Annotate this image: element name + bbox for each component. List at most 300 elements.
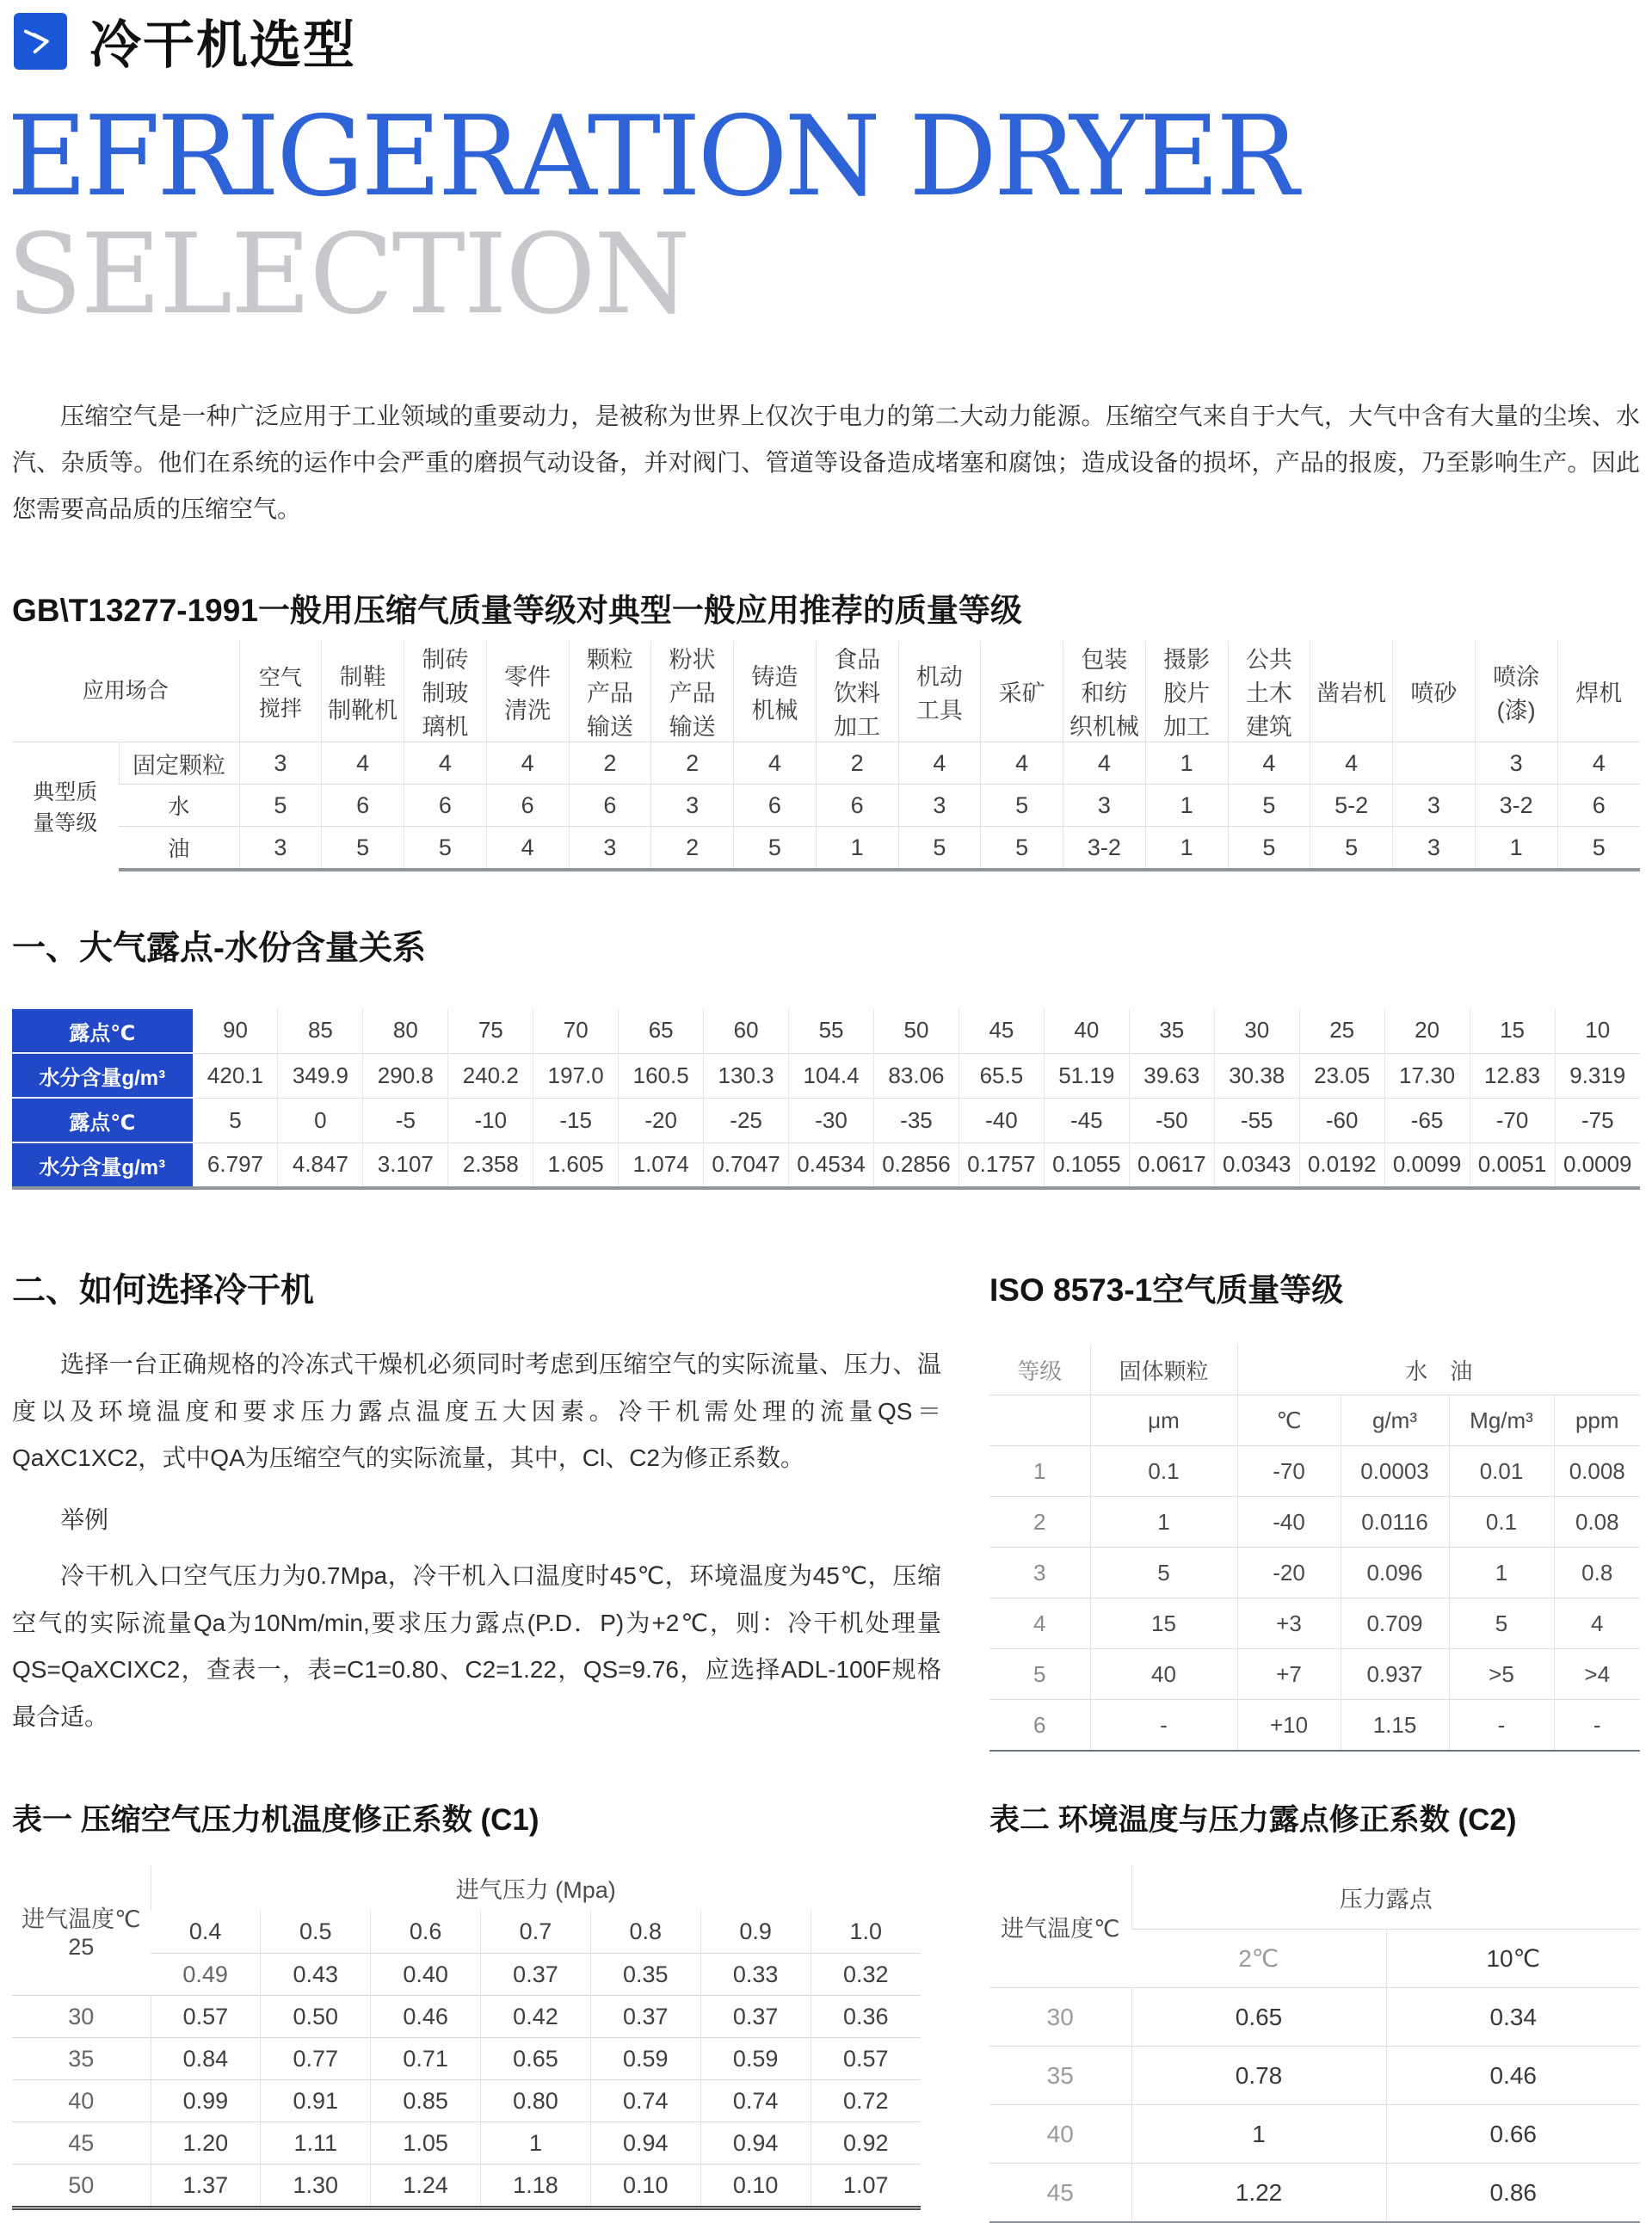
table-cell: 4	[486, 742, 569, 785]
table-cell: 0	[278, 1098, 363, 1142]
table-cell: 3-2	[1475, 785, 1557, 827]
table-cell: -70	[1470, 1098, 1555, 1142]
table-cell: 6	[486, 785, 569, 827]
table-cell: 5	[404, 827, 487, 871]
table-cell: 5	[1557, 827, 1640, 871]
table-cell: 0.94	[700, 2122, 811, 2164]
table-cell: -45	[1044, 1098, 1129, 1142]
table-cell: 90	[193, 1008, 278, 1053]
table-cell: 3	[1393, 827, 1476, 871]
table-cell: 0.10	[700, 2164, 811, 2208]
table-row	[989, 2047, 1640, 2105]
table-cell: 0.78	[1131, 2047, 1386, 2105]
page	[7, 12, 1640, 2223]
table-row	[12, 2164, 921, 2208]
table2-title: 表二 环境温度与压力露点修正系数 (C2)	[989, 1803, 1517, 1838]
table-cell: 0.7	[481, 1910, 591, 1954]
dewpoint-moisture-table	[12, 1007, 1640, 1190]
table-cell: 0.46	[371, 1996, 481, 2038]
table-cell: 进气温度℃ 25	[22, 1906, 141, 1960]
iso-title: ISO 8573-1空气质量等级	[989, 1272, 1344, 1309]
table-cell: 3	[569, 827, 651, 871]
table-cell: 60	[704, 1008, 789, 1053]
table-cell: 6	[989, 1700, 1090, 1752]
table-cell: 9.319	[1555, 1053, 1640, 1098]
table-cell: 0.59	[700, 2038, 811, 2080]
table-cell: 40	[12, 2080, 151, 2122]
table-row	[989, 2164, 1640, 2223]
table-cell: 0.91	[261, 2080, 371, 2122]
table-cell: ppm	[1554, 1395, 1640, 1446]
table-cell: 露点℃	[12, 1008, 193, 1053]
table-cell: 0.0617	[1129, 1142, 1214, 1188]
c2-correction-table	[989, 1865, 1640, 2223]
table-row	[12, 2122, 921, 2164]
table-cell: 0.7047	[704, 1142, 789, 1188]
table-cell: 1.11	[261, 2122, 371, 2164]
table-cell: 6.797	[193, 1142, 278, 1188]
example-label: 举例	[60, 1506, 109, 1533]
table-cell: 2	[569, 742, 651, 785]
table-cell: 40	[1090, 1649, 1237, 1700]
table-cell: -65	[1384, 1098, 1470, 1142]
table-cell: 0.66	[1386, 2105, 1640, 2164]
table-cell: 1	[1145, 827, 1228, 871]
table-cell: 0.85	[371, 2080, 481, 2122]
section2-paragraph: 选择一台正确规格的冷冻式干燥机必须同时考虑到压缩空气的实际流量、压力、温度以及环境温度和要求压力露点温度五大因素。冷干机需处理的流量QS＝QaXC1XC2，式中QA为压缩空气的实际流量，其中，Cl、C2为修正系数。	[12, 1351, 941, 1472]
table-cell: 0.8	[1554, 1548, 1640, 1598]
table-cell: 0.46	[1386, 2047, 1640, 2105]
table-cell: 喷涂 (漆)	[1475, 641, 1557, 742]
table-cell: 1	[1145, 785, 1228, 827]
table-cell: 0.72	[811, 2080, 921, 2122]
table-cell: 1	[1090, 1497, 1237, 1548]
table-cell: +7	[1237, 1649, 1341, 1700]
table-cell: 0.42	[481, 1996, 591, 2038]
table2-section	[989, 1796, 1640, 2223]
table-row	[989, 1548, 1640, 1598]
table-cell: Mg/m³	[1449, 1395, 1554, 1446]
table-cell: 4	[898, 742, 981, 785]
table-cell: 5	[981, 785, 1063, 827]
table-row	[12, 1053, 1640, 1098]
table-cell: 0.77	[261, 2038, 371, 2080]
table-row	[12, 641, 1640, 742]
table-cell: 食品 饮料 加工	[816, 641, 898, 742]
table-cell: -	[1449, 1700, 1554, 1752]
table-cell: 30	[12, 1996, 151, 2038]
table-cell: -5	[363, 1098, 448, 1142]
table-cell: 2	[651, 742, 734, 785]
table-row	[12, 2038, 921, 2080]
table-row	[12, 827, 1640, 871]
table-cell: 0.43	[261, 1954, 371, 1996]
table-cell: 0.33	[700, 1954, 811, 1996]
table-cell: -30	[789, 1098, 874, 1142]
table-cell: 75	[448, 1008, 533, 1053]
table-cell: 水分含量g/m³	[12, 1142, 193, 1188]
table-row	[989, 2105, 1640, 2164]
table-cell: 6	[322, 785, 404, 827]
table-cell: -10	[448, 1098, 533, 1142]
table-cell: 凿岩机	[1310, 641, 1393, 742]
page-title: 冷干机选型	[89, 16, 356, 74]
table-cell: -15	[533, 1098, 619, 1142]
table-cell: 机动 工具	[898, 641, 981, 742]
section2-title: 二、如何选择冷干机	[12, 1272, 315, 1310]
table-cell: 45	[989, 2164, 1131, 2223]
table-cell: -20	[1237, 1548, 1341, 1598]
table-cell: 等级	[1017, 1358, 1063, 1384]
table1-section	[12, 1796, 921, 2210]
table-cell: 1	[481, 2122, 591, 2164]
page-header	[14, 12, 1640, 74]
table-cell: 40	[1044, 1008, 1129, 1053]
section1-title: 一、大气露点-水份含量关系	[12, 930, 426, 968]
table-cell: -60	[1299, 1098, 1384, 1142]
table-cell: 10℃	[1386, 1930, 1640, 1988]
table-cell: -	[1090, 1700, 1237, 1752]
table-cell: 6	[734, 785, 817, 827]
table-cell: 12.83	[1470, 1053, 1555, 1098]
table-cell: 0.32	[811, 1954, 921, 1996]
table-cell: 0.0192	[1299, 1142, 1384, 1188]
table-cell: 3-2	[1063, 827, 1146, 871]
table-cell: 0.57	[811, 2038, 921, 2080]
table-cell: 1.22	[1131, 2164, 1386, 2223]
table-cell: 0.0051	[1470, 1142, 1555, 1188]
table-cell: 空气 搅拌	[239, 641, 322, 742]
table-cell: 6	[569, 785, 651, 827]
table-cell: 0.0009	[1555, 1142, 1640, 1188]
table-cell: 应用场合	[82, 678, 169, 703]
table-cell: 0.65	[481, 2038, 591, 2080]
table-cell: 焊机	[1557, 641, 1640, 742]
table-cell: -35	[874, 1098, 959, 1142]
table-cell: 0.37	[590, 1996, 700, 2038]
table-cell: -55	[1214, 1098, 1299, 1142]
table-cell: 35	[12, 2038, 151, 2080]
table-cell	[1393, 742, 1476, 785]
arrow-icon	[14, 13, 67, 70]
table-cell: 3	[1475, 742, 1557, 785]
table-cell: 包装 和纺 织机械	[1063, 641, 1146, 742]
table-cell: 5-2	[1310, 785, 1393, 827]
table-cell: 摄影 胶片 加工	[1145, 641, 1228, 742]
table-cell: 1	[1131, 2105, 1386, 2164]
table-row	[989, 1649, 1640, 1700]
table-cell: 4	[322, 742, 404, 785]
table-cell: 30	[1214, 1008, 1299, 1053]
table-cell: 3	[239, 742, 322, 785]
table-cell: -70	[1237, 1446, 1341, 1497]
table-cell: 0.50	[261, 1996, 371, 2038]
table-cell: 4	[981, 742, 1063, 785]
table-cell: 1.18	[481, 2164, 591, 2208]
table-cell: +3	[1237, 1598, 1341, 1649]
table-cell: 80	[363, 1008, 448, 1053]
table-cell: 0.74	[700, 2080, 811, 2122]
table-cell: 0.0003	[1341, 1446, 1449, 1497]
hero-title	[7, 93, 1640, 339]
table-cell: 0.08	[1554, 1497, 1640, 1548]
bottom-columns	[12, 1796, 1640, 2223]
table-cell: 0.5	[261, 1910, 371, 1954]
table-cell: 0.01	[1449, 1446, 1554, 1497]
table-cell: 进气压力 (Mpa)	[151, 1865, 921, 1910]
table-cell: 0.096	[1341, 1548, 1449, 1598]
table-cell: 0.6	[371, 1910, 481, 1954]
middle-columns	[12, 1264, 1640, 1752]
table-cell: 固定颗粒	[119, 742, 239, 785]
table-cell: 0.92	[811, 2122, 921, 2164]
table-cell: 290.8	[363, 1053, 448, 1098]
table-cell	[989, 1395, 1090, 1446]
table-row	[989, 1598, 1640, 1649]
table-cell: 2	[651, 827, 734, 871]
table-cell: 0.1055	[1044, 1142, 1129, 1188]
table-cell: 15	[1090, 1598, 1237, 1649]
table-cell: 0.4	[188, 1918, 222, 1944]
table-cell: 240.2	[448, 1053, 533, 1098]
table-cell: 2	[989, 1497, 1090, 1548]
table-cell: 3.107	[363, 1142, 448, 1188]
table-cell: 水 油	[1237, 1345, 1640, 1395]
table-cell: 0.94	[590, 2122, 700, 2164]
table-cell: 0.937	[1341, 1649, 1449, 1700]
table-cell: 0.65	[1131, 1988, 1386, 2047]
table-cell: 20	[1384, 1008, 1470, 1053]
table-cell: -	[1554, 1700, 1640, 1752]
table-cell: 0.84	[151, 2038, 261, 2080]
table-cell: 420.1	[193, 1053, 278, 1098]
table-cell: 采矿	[981, 641, 1063, 742]
table-cell: 35	[1129, 1008, 1214, 1053]
table-cell: 349.9	[278, 1053, 363, 1098]
table-cell: 50	[12, 2164, 151, 2208]
table-cell: 1.07	[811, 2164, 921, 2208]
table-cell: 4	[1554, 1598, 1640, 1649]
table-cell: 0.0343	[1214, 1142, 1299, 1188]
table-cell: 5	[1449, 1598, 1554, 1649]
table-cell: 1.15	[1341, 1700, 1449, 1752]
table-cell: 0.99	[151, 2080, 261, 2122]
table-cell: >4	[1554, 1649, 1640, 1700]
table-cell: 0.9	[700, 1910, 811, 1954]
table-cell: 典型质 量等级	[12, 742, 119, 871]
table-cell: 0.86	[1386, 2164, 1640, 2223]
table-cell: 2℃	[1131, 1930, 1386, 1988]
table-cell: 公共 土木 建筑	[1228, 641, 1310, 742]
table-cell: 压力露点	[1131, 1865, 1640, 1930]
table-cell: 6	[1557, 785, 1640, 827]
iso-section	[989, 1264, 1640, 1752]
table-cell: 130.3	[704, 1053, 789, 1098]
table-cell: 4	[1310, 742, 1393, 785]
table-cell: 0.37	[700, 1996, 811, 2038]
table-cell: 0.36	[811, 1996, 921, 2038]
table-row	[989, 1497, 1640, 1548]
table-cell: 1.05	[371, 2122, 481, 2164]
table-cell: 5	[989, 1649, 1090, 1700]
table-cell: 0.008	[1554, 1446, 1640, 1497]
table-cell: 露点℃	[12, 1098, 193, 1142]
table-cell: 0.49	[151, 1954, 261, 1996]
table-cell: 15	[1470, 1008, 1555, 1053]
table-cell: 1	[1475, 827, 1557, 871]
table-cell: 制鞋 制靴机	[322, 641, 404, 742]
table-cell: 0.57	[151, 1996, 261, 2038]
table-cell: -40	[1237, 1497, 1341, 1548]
table1-title: 表一 压缩空气压力机温度修正系数 (C1)	[12, 1803, 539, 1838]
table-cell: 铸造 机械	[734, 641, 817, 742]
table-cell: 5	[981, 827, 1063, 871]
table-cell: -25	[704, 1098, 789, 1142]
table-cell: 160.5	[619, 1053, 704, 1098]
table-cell: 4	[989, 1598, 1090, 1649]
table-cell: 0.37	[481, 1954, 591, 1996]
table-row	[12, 1996, 921, 2038]
table-row	[12, 1098, 1640, 1142]
table-cell: 1	[1449, 1548, 1554, 1598]
table-cell: 0.0099	[1384, 1142, 1470, 1188]
table-row	[12, 1008, 1640, 1053]
table-row	[12, 785, 1640, 827]
table-cell: 0.8	[590, 1910, 700, 1954]
table-cell: ℃	[1237, 1395, 1341, 1446]
table-cell: 50	[874, 1008, 959, 1053]
table-cell: 6	[404, 785, 487, 827]
table-cell: 104.4	[789, 1053, 874, 1098]
table-cell: 粉状 产品 输送	[651, 641, 734, 742]
table-cell: 70	[533, 1008, 619, 1053]
table-cell: +10	[1237, 1700, 1341, 1752]
table-cell: 4.847	[278, 1142, 363, 1188]
table-cell: 4	[404, 742, 487, 785]
table-row	[12, 742, 1640, 785]
example-paragraph: 冷干机入口空气压力为0.7Mpa，冷干机入口温度时45℃，环境温度为45℃，压缩空气的实际流量Qa为10Nm/min,要求压力露点(P.D．P)为+2℃，则：冷干机处理量QS=QaXCIXC2，查表一，表=C1=0.80、C2=1.22，QS=9.76，应选择ADL-100F规格最合适。	[12, 1561, 941, 1730]
hero-line1: EFRIGERATION DRYER	[7, 93, 1296, 221]
table-cell: 5	[1228, 785, 1310, 827]
table-cell: 1.074	[619, 1142, 704, 1188]
table-cell: 5	[734, 827, 817, 871]
quality-grade-table	[12, 641, 1640, 871]
table-cell: 水分含量g/m³	[12, 1053, 193, 1098]
table-cell: 5	[322, 827, 404, 871]
table-cell: 17.30	[1384, 1053, 1470, 1098]
table-cell: 0.4534	[789, 1142, 874, 1188]
table-cell: -40	[959, 1098, 1044, 1142]
table-cell: 5	[239, 785, 322, 827]
table-row	[989, 1345, 1640, 1395]
table-cell: 85	[278, 1008, 363, 1053]
table-cell: 5	[193, 1098, 278, 1142]
table-cell: 0.2856	[874, 1142, 959, 1188]
table-cell: 83.06	[874, 1053, 959, 1098]
table-cell: 65	[619, 1008, 704, 1053]
table-cell: 0.59	[590, 2038, 700, 2080]
table-cell: 45	[959, 1008, 1044, 1053]
table-cell: 4	[734, 742, 817, 785]
table-cell: 4	[486, 827, 569, 871]
table-cell: 5	[1228, 827, 1310, 871]
table-cell: 45	[12, 2122, 151, 2164]
table-row	[12, 1865, 921, 1910]
table-cell: 3	[651, 785, 734, 827]
table-cell: 40	[989, 2105, 1131, 2164]
table-cell: 23.05	[1299, 1053, 1384, 1098]
table-cell: 喷砂	[1393, 641, 1476, 742]
how-to-select-section	[12, 1264, 941, 1740]
iso-air-quality-table	[989, 1345, 1640, 1752]
table-cell: 0.71	[371, 2038, 481, 2080]
table-cell: 0.1	[1449, 1497, 1554, 1548]
table-row	[989, 1446, 1640, 1497]
table-cell: 1	[989, 1446, 1090, 1497]
table-cell: 1.37	[151, 2164, 261, 2208]
table-cell: 0.709	[1341, 1598, 1449, 1649]
table-cell: 4	[1063, 742, 1146, 785]
table-row	[989, 1988, 1640, 2047]
table-cell: g/m³	[1341, 1395, 1449, 1446]
table-cell: 1.24	[371, 2164, 481, 2208]
table-cell: 197.0	[533, 1053, 619, 1098]
table-cell: 2.358	[448, 1142, 533, 1188]
table-cell: 65.5	[959, 1053, 1044, 1098]
table-row	[989, 1865, 1640, 1930]
table-cell: 3	[239, 827, 322, 871]
table-cell: 4	[1557, 742, 1640, 785]
table-cell: 5	[898, 827, 981, 871]
table-cell: 1	[1145, 742, 1228, 785]
table-cell: 1.20	[151, 2122, 261, 2164]
table-cell: 6	[816, 785, 898, 827]
table-cell: 3	[989, 1548, 1090, 1598]
table-cell: μm	[1090, 1395, 1237, 1446]
table-cell: 1	[816, 827, 898, 871]
table-cell: 油	[119, 827, 239, 871]
table-cell: 5	[1310, 827, 1393, 871]
table-cell: >5	[1449, 1649, 1554, 1700]
table-cell: 0.34	[1386, 1988, 1640, 2047]
table-cell: 1.0	[811, 1910, 921, 1954]
table-cell: 0.80	[481, 2080, 591, 2122]
table-cell: -50	[1129, 1098, 1214, 1142]
table-cell: 3	[898, 785, 981, 827]
c1-correction-table	[12, 1865, 921, 2210]
table-cell: 10	[1555, 1008, 1640, 1053]
table-cell: 39.63	[1129, 1053, 1214, 1098]
table-cell: 水	[119, 785, 239, 827]
table-cell: 5	[1090, 1548, 1237, 1598]
table-cell: 0.74	[590, 2080, 700, 2122]
hero-line2: SELECTION	[7, 210, 689, 339]
table-cell: 颗粒 产品 输送	[569, 641, 651, 742]
table-row	[989, 1395, 1640, 1446]
table-cell: 1.605	[533, 1142, 619, 1188]
intro-paragraph: 压缩空气是一种广泛应用于工业领域的重要动力，是被称为世界上仅次于电力的第二大动力能源。压缩空气来自于大气，大气中含有大量的尘埃、水汽、杂质等。他们在系统的运作中会严重的磨损气动设备，并对阀门、管道等设备造成堵塞和腐蚀；造成设备的损坏，产品的报废，乃至影响生产。因此您需要高品质的压缩空气。	[12, 403, 1640, 523]
table-cell: -20	[619, 1098, 704, 1142]
table-cell: 35	[989, 2047, 1131, 2105]
table-cell: 0.1757	[959, 1142, 1044, 1188]
table-cell: 0.40	[371, 1954, 481, 1996]
table-cell: 进气温度℃	[1001, 1915, 1120, 1942]
table-cell: 55	[789, 1008, 874, 1053]
table-cell: 制砖 制玻 璃机	[404, 641, 487, 742]
table-row	[12, 1142, 1640, 1188]
table-cell: 2	[816, 742, 898, 785]
table-cell: 3	[1063, 785, 1146, 827]
